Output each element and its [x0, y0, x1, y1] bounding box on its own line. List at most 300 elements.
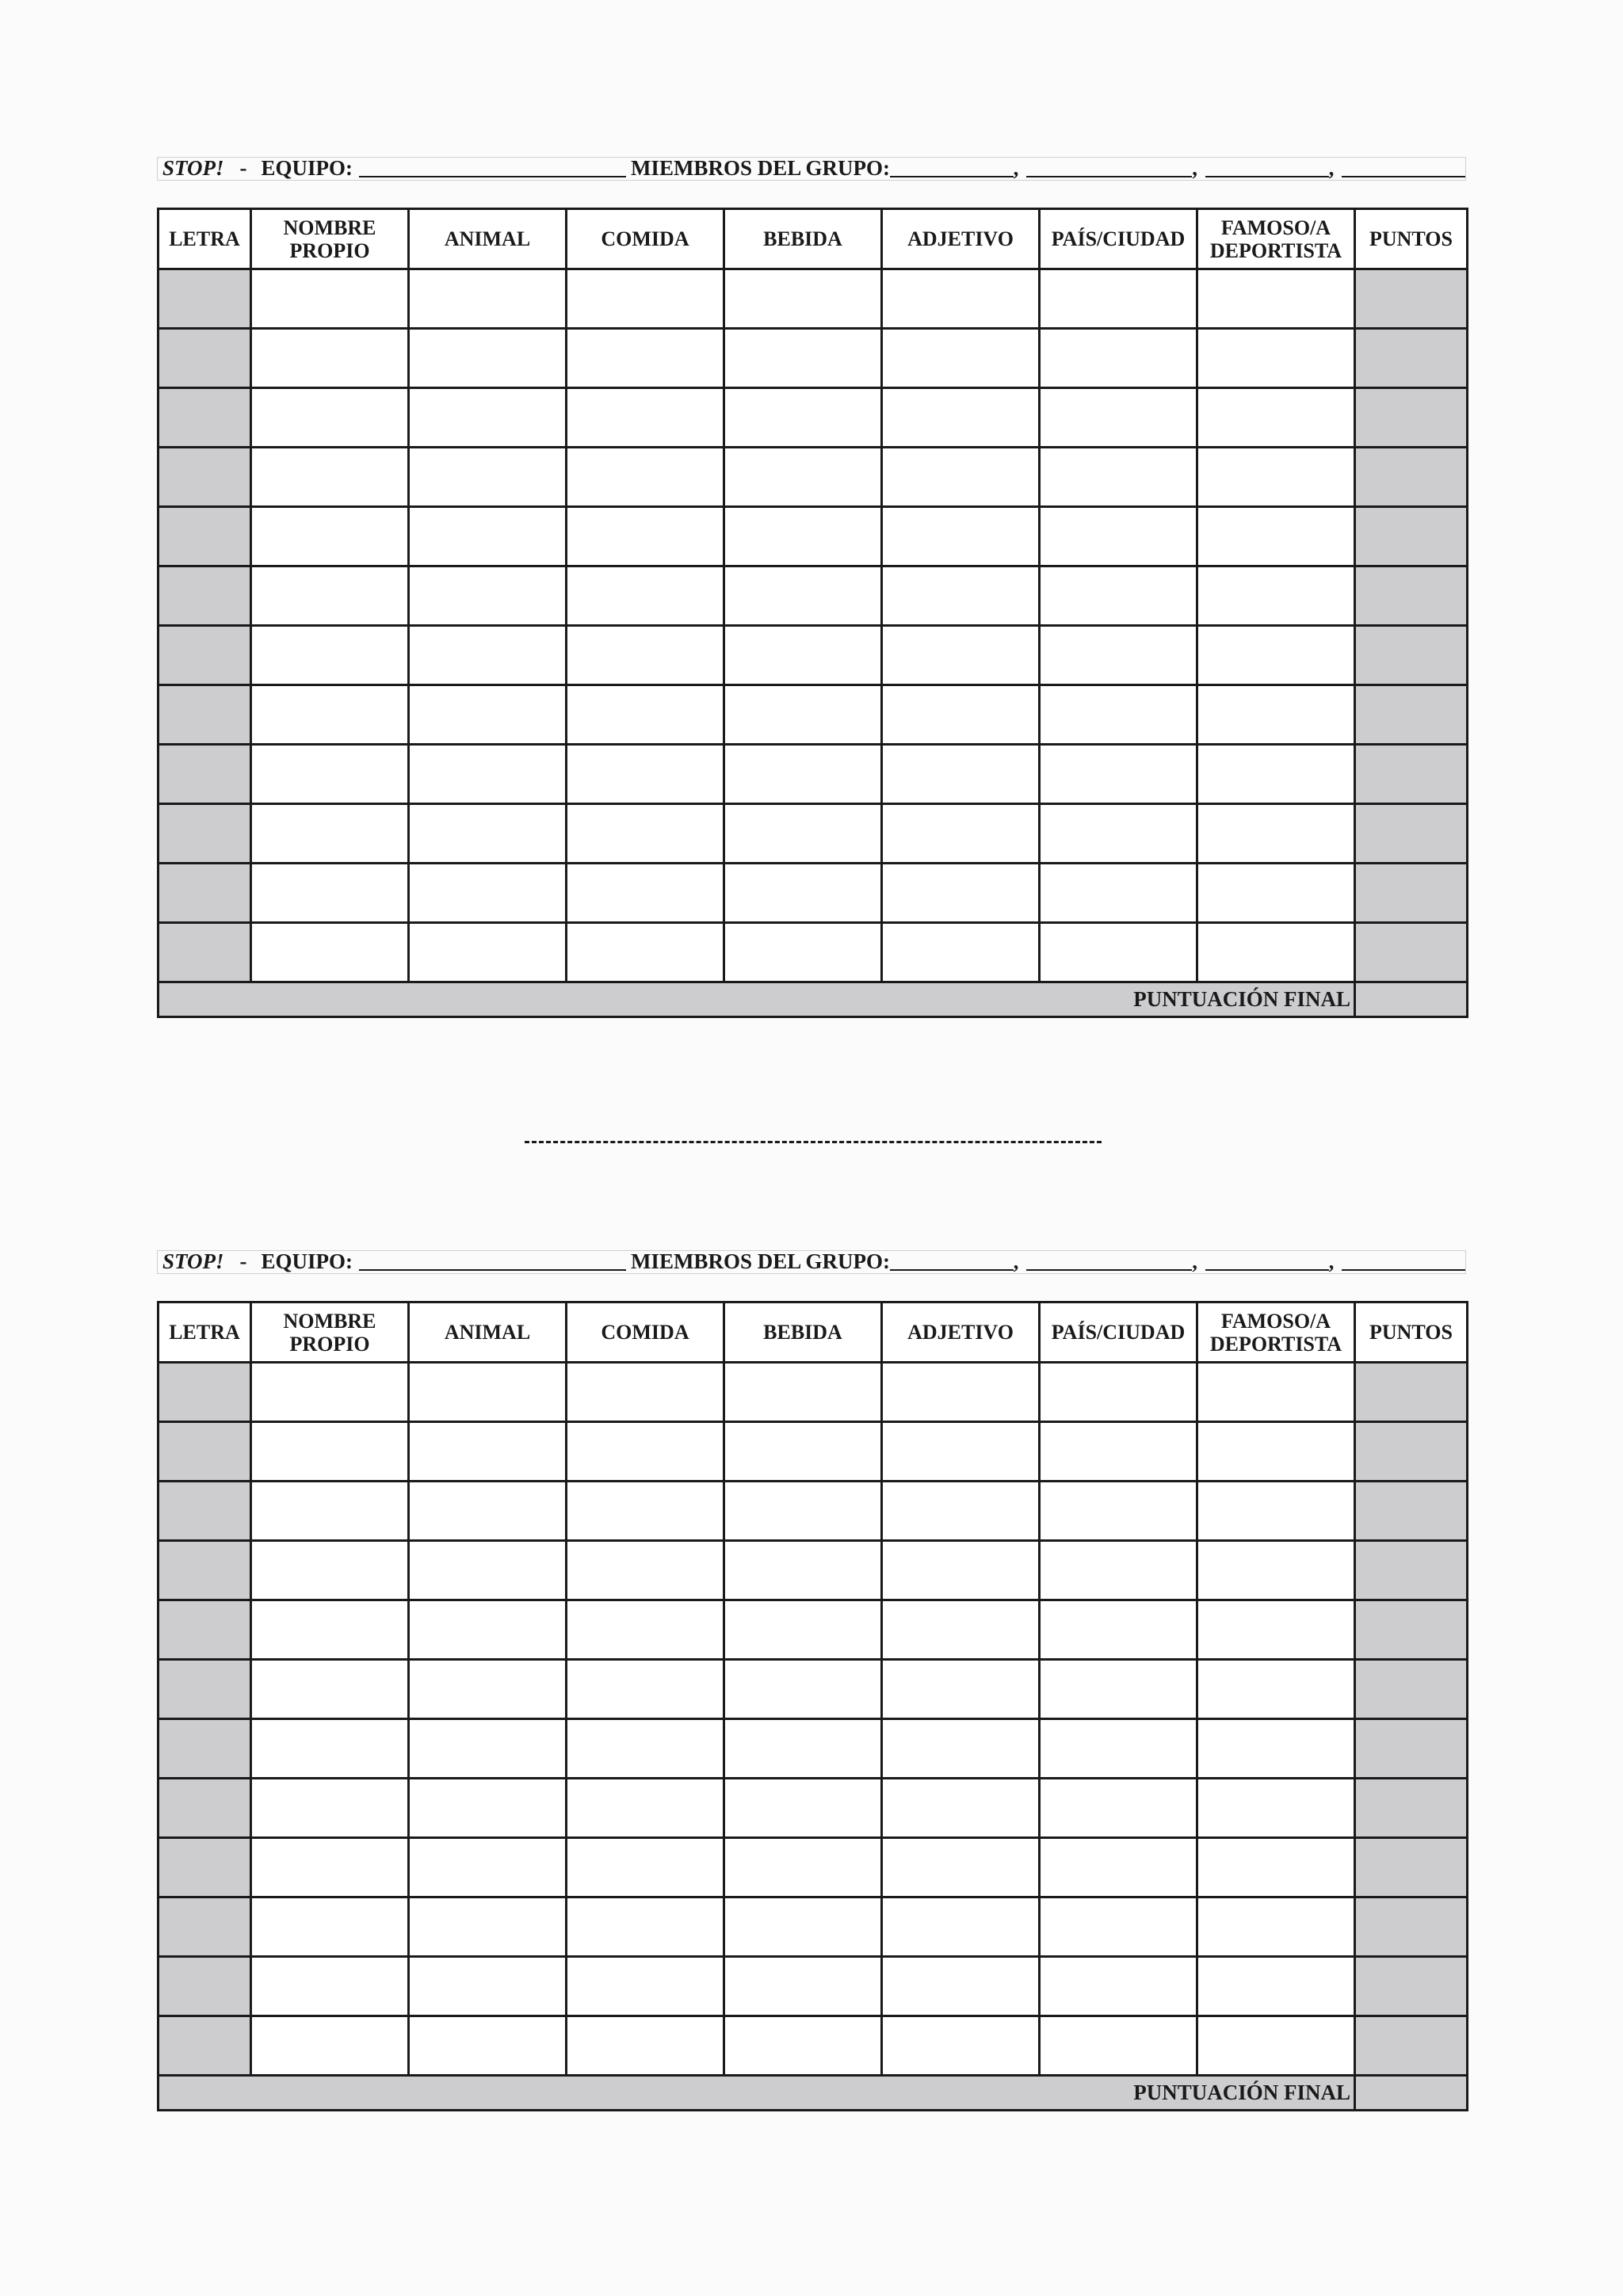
table-row: [158, 507, 1468, 566]
col-header-letra: LETRA: [158, 1302, 251, 1363]
bebida-cell[interactable]: [724, 329, 882, 388]
adjetivo-cell[interactable]: [882, 1719, 1040, 1779]
col-header-adjetivo: ADJETIVO: [882, 209, 1040, 269]
bebida-cell[interactable]: [724, 804, 882, 864]
nombre-propio-cell[interactable]: [251, 1957, 409, 2016]
pais-ciudad-cell[interactable]: [1040, 923, 1197, 982]
col-header-text: FAMOSO/A DEPORTISTA: [1209, 215, 1342, 262]
adjetivo-cell[interactable]: [882, 864, 1040, 923]
nombre-propio-cell[interactable]: [251, 1541, 409, 1600]
comida-cell[interactable]: [567, 2016, 724, 2076]
famoso-deportista-cell[interactable]: [1197, 745, 1355, 804]
nombre-propio-cell[interactable]: [251, 329, 409, 388]
puntos-cell[interactable]: [1355, 745, 1468, 804]
nombre-propio-cell[interactable]: [251, 804, 409, 864]
stop-table: [157, 208, 1468, 1018]
adjetivo-cell[interactable]: [882, 1957, 1040, 2016]
pais-ciudad-cell[interactable]: [1040, 1482, 1197, 1541]
comida-cell[interactable]: [567, 1422, 724, 1482]
puntos-cell[interactable]: [1355, 1897, 1468, 1957]
adjetivo-cell[interactable]: [882, 2016, 1040, 2076]
bebida-cell[interactable]: [724, 1719, 882, 1779]
letra-cell[interactable]: [158, 2016, 251, 2076]
bebida-cell[interactable]: [724, 685, 882, 745]
puntos-cell[interactable]: [1355, 2016, 1468, 2076]
puntos-cell[interactable]: [1355, 864, 1468, 923]
puntos-cell[interactable]: [1355, 685, 1468, 745]
col-header-bebida: BEBIDA: [724, 1302, 882, 1363]
separator: ,: [1328, 156, 1335, 180]
animal-cell[interactable]: [409, 1600, 567, 1660]
animal-cell[interactable]: [409, 1482, 567, 1541]
animal-cell[interactable]: [409, 1957, 567, 2016]
animal-cell[interactable]: [409, 388, 567, 448]
final-score-label: PUNTUACIÓN FINAL: [158, 2076, 1355, 2111]
nombre-propio-cell[interactable]: [251, 923, 409, 982]
pais-ciudad-cell[interactable]: [1040, 448, 1197, 507]
animal-cell[interactable]: [409, 1541, 567, 1600]
nombre-propio-cell[interactable]: [251, 1422, 409, 1482]
puntos-cell[interactable]: [1355, 804, 1468, 864]
letra-cell[interactable]: [158, 1719, 251, 1779]
bebida-cell[interactable]: [724, 1541, 882, 1600]
animal-cell[interactable]: [409, 864, 567, 923]
bebida-cell[interactable]: [724, 2016, 882, 2076]
separator: ,: [1192, 1249, 1197, 1273]
famoso-deportista-cell[interactable]: [1197, 388, 1355, 448]
nombre-propio-cell[interactable]: [251, 388, 409, 448]
member-3-field[interactable]: [1205, 157, 1329, 177]
col-header-nombre-propio: [251, 1302, 409, 1363]
col-header-letra: LETRA: [158, 209, 251, 269]
pais-ciudad-cell[interactable]: [1040, 1779, 1197, 1838]
col-header-pais-ciudad: PAÍS/CIUDAD: [1040, 209, 1197, 269]
bebida-cell[interactable]: [724, 1422, 882, 1482]
stop-sheet-1: [157, 157, 1466, 1018]
nombre-propio-cell[interactable]: [251, 269, 409, 329]
animal-cell[interactable]: [409, 1719, 567, 1779]
pais-ciudad-cell[interactable]: [1040, 388, 1197, 448]
letra-cell[interactable]: [158, 1660, 251, 1719]
bebida-cell[interactable]: [724, 1838, 882, 1897]
table-row: [158, 566, 1468, 626]
puntos-cell[interactable]: [1355, 1957, 1468, 2016]
famoso-deportista-cell[interactable]: [1197, 1600, 1355, 1660]
puntos-cell[interactable]: [1355, 448, 1468, 507]
adjetivo-cell[interactable]: [882, 626, 1040, 685]
member-2-field[interactable]: [1026, 1250, 1192, 1271]
puntos-cell[interactable]: [1355, 507, 1468, 566]
table-header-row: [158, 1302, 1468, 1363]
bebida-cell[interactable]: [724, 388, 882, 448]
puntos-cell[interactable]: [1355, 1600, 1468, 1660]
nombre-propio-cell[interactable]: [251, 448, 409, 507]
team-name-field[interactable]: [359, 157, 626, 177]
adjetivo-cell[interactable]: [882, 329, 1040, 388]
member-4-field[interactable]: [1342, 1250, 1465, 1271]
nombre-propio-cell[interactable]: [251, 507, 409, 566]
table-row: [158, 269, 1468, 329]
letra-cell[interactable]: [158, 1541, 251, 1600]
nombre-propio-cell[interactable]: [251, 626, 409, 685]
pais-ciudad-cell[interactable]: [1040, 566, 1197, 626]
puntos-cell[interactable]: [1355, 1482, 1468, 1541]
pais-ciudad-cell[interactable]: [1040, 626, 1197, 685]
final-score-label: PUNTUACIÓN FINAL: [158, 982, 1355, 1017]
table-row: [158, 804, 1468, 864]
col-header-animal: ANIMAL: [409, 1302, 567, 1363]
letra-cell[interactable]: [158, 1957, 251, 2016]
famoso-deportista-cell[interactable]: [1197, 329, 1355, 388]
letra-cell[interactable]: [158, 685, 251, 745]
famoso-deportista-cell[interactable]: [1197, 626, 1355, 685]
bebida-cell[interactable]: [724, 507, 882, 566]
famoso-deportista-cell[interactable]: [1197, 1482, 1355, 1541]
col-header-famoso-deportista: [1197, 209, 1355, 269]
members-label: MIEMBROS DEL GRUPO:: [630, 156, 890, 180]
nombre-propio-cell[interactable]: [251, 1779, 409, 1838]
member-4-field[interactable]: [1342, 157, 1465, 177]
bebida-cell[interactable]: [724, 448, 882, 507]
letra-cell[interactable]: [158, 507, 251, 566]
letra-cell[interactable]: [158, 269, 251, 329]
final-score-row: [158, 982, 1468, 1017]
adjetivo-cell[interactable]: [882, 1482, 1040, 1541]
comida-cell[interactable]: [567, 864, 724, 923]
col-header-text: NOMBRE PROPIO: [283, 215, 376, 262]
animal-cell[interactable]: [409, 566, 567, 626]
pais-ciudad-cell[interactable]: [1040, 507, 1197, 566]
nombre-propio-cell[interactable]: [251, 685, 409, 745]
col-header-adjetivo: ADJETIVO: [882, 1302, 1040, 1363]
famoso-deportista-cell[interactable]: [1197, 2016, 1355, 2076]
table-row: [158, 1719, 1468, 1779]
pais-ciudad-cell[interactable]: [1040, 1897, 1197, 1957]
pais-ciudad-cell[interactable]: [1040, 745, 1197, 804]
pais-ciudad-cell[interactable]: [1040, 1422, 1197, 1482]
pais-ciudad-cell[interactable]: [1040, 864, 1197, 923]
team-label: EQUIPO:: [261, 1249, 353, 1273]
col-header-famoso-deportista: [1197, 1302, 1355, 1363]
adjetivo-cell[interactable]: [882, 507, 1040, 566]
nombre-propio-cell[interactable]: [251, 1660, 409, 1719]
pais-ciudad-cell[interactable]: [1040, 269, 1197, 329]
sheet-header: [157, 157, 1466, 181]
famoso-deportista-cell[interactable]: [1197, 507, 1355, 566]
stop-table: [157, 1301, 1468, 2111]
pais-ciudad-cell[interactable]: [1040, 1660, 1197, 1719]
puntos-cell[interactable]: [1355, 1422, 1468, 1482]
animal-cell[interactable]: [409, 269, 567, 329]
animal-cell[interactable]: [409, 1838, 567, 1897]
separator: ,: [1013, 1249, 1019, 1273]
table-row: [158, 1422, 1468, 1482]
team-name-field[interactable]: [359, 1250, 626, 1271]
pais-ciudad-cell[interactable]: [1040, 1363, 1197, 1422]
puntos-cell[interactable]: [1355, 269, 1468, 329]
table-row: [158, 1897, 1468, 1957]
col-header-pais-ciudad: PAÍS/CIUDAD: [1040, 1302, 1197, 1363]
animal-cell[interactable]: [409, 1779, 567, 1838]
comida-cell[interactable]: [567, 507, 724, 566]
animal-cell[interactable]: [409, 1897, 567, 1957]
table-row: [158, 1600, 1468, 1660]
letra-cell[interactable]: [158, 448, 251, 507]
famoso-deportista-cell[interactable]: [1197, 1422, 1355, 1482]
adjetivo-cell[interactable]: [882, 1422, 1040, 1482]
table-row: [158, 388, 1468, 448]
comida-cell[interactable]: [567, 685, 724, 745]
comida-cell[interactable]: [567, 448, 724, 507]
nombre-propio-cell[interactable]: [251, 1363, 409, 1422]
comida-cell[interactable]: [567, 1600, 724, 1660]
letra-cell[interactable]: [158, 626, 251, 685]
nombre-propio-cell[interactable]: [251, 2016, 409, 2076]
bebida-cell[interactable]: [724, 626, 882, 685]
famoso-deportista-cell[interactable]: [1197, 1660, 1355, 1719]
adjetivo-cell[interactable]: [882, 388, 1040, 448]
puntos-cell[interactable]: [1355, 388, 1468, 448]
puntos-cell[interactable]: [1355, 1779, 1468, 1838]
comida-cell[interactable]: [567, 1541, 724, 1600]
adjetivo-cell[interactable]: [882, 269, 1040, 329]
stop-title: STOP!: [162, 1249, 224, 1273]
table-row: [158, 1541, 1468, 1600]
table-row: [158, 448, 1468, 507]
bebida-cell[interactable]: [724, 923, 882, 982]
bebida-cell[interactable]: [724, 1660, 882, 1719]
final-score-cell[interactable]: [1355, 2076, 1468, 2111]
comida-cell[interactable]: [567, 626, 724, 685]
table-row: [158, 923, 1468, 982]
letra-cell[interactable]: [158, 864, 251, 923]
puntos-cell[interactable]: [1355, 1838, 1468, 1897]
col-header-comida: COMIDA: [567, 209, 724, 269]
animal-cell[interactable]: [409, 507, 567, 566]
title-dash: -: [239, 1249, 247, 1273]
bebida-cell[interactable]: [724, 1957, 882, 2016]
separator: ,: [1013, 156, 1019, 180]
adjetivo-cell[interactable]: [882, 1363, 1040, 1422]
member-1-field[interactable]: [890, 157, 1014, 177]
table-row: [158, 2016, 1468, 2076]
adjetivo-cell[interactable]: [882, 804, 1040, 864]
table-row: [158, 1482, 1468, 1541]
bebida-cell[interactable]: [724, 1779, 882, 1838]
bebida-cell[interactable]: [724, 1897, 882, 1957]
comida-cell[interactable]: [567, 1482, 724, 1541]
letra-cell[interactable]: [158, 1779, 251, 1838]
comida-cell[interactable]: [567, 329, 724, 388]
puntos-cell[interactable]: [1355, 626, 1468, 685]
table-row: [158, 685, 1468, 745]
team-label: EQUIPO:: [261, 156, 353, 180]
col-header-text: FAMOSO/A DEPORTISTA: [1209, 1309, 1342, 1356]
pais-ciudad-cell[interactable]: [1040, 685, 1197, 745]
letra-cell[interactable]: [158, 1422, 251, 1482]
animal-cell[interactable]: [409, 329, 567, 388]
comida-cell[interactable]: [567, 1660, 724, 1719]
stop-sheet-2: [157, 1250, 1466, 2111]
letra-cell[interactable]: [158, 923, 251, 982]
pais-ciudad-cell[interactable]: [1040, 1719, 1197, 1779]
letra-cell[interactable]: [158, 388, 251, 448]
nombre-propio-cell[interactable]: [251, 1838, 409, 1897]
pais-ciudad-cell[interactable]: [1040, 2016, 1197, 2076]
comida-cell[interactable]: [567, 1897, 724, 1957]
table-row: [158, 1363, 1468, 1422]
table-row: [158, 1779, 1468, 1838]
animal-cell[interactable]: [409, 804, 567, 864]
puntos-cell[interactable]: [1355, 1541, 1468, 1600]
col-header-puntos: PUNTOS: [1355, 1302, 1468, 1363]
puntos-cell[interactable]: [1355, 1660, 1468, 1719]
adjetivo-cell[interactable]: [882, 1897, 1040, 1957]
puntos-cell[interactable]: [1355, 1363, 1468, 1422]
famoso-deportista-cell[interactable]: [1197, 1957, 1355, 2016]
animal-cell[interactable]: [409, 745, 567, 804]
bebida-cell[interactable]: [724, 1363, 882, 1422]
col-header-bebida: BEBIDA: [724, 209, 882, 269]
famoso-deportista-cell[interactable]: [1197, 448, 1355, 507]
adjetivo-cell[interactable]: [882, 566, 1040, 626]
letra-cell[interactable]: [158, 745, 251, 804]
table-row: [158, 1957, 1468, 2016]
member-2-field[interactable]: [1026, 157, 1192, 177]
nombre-propio-cell[interactable]: [251, 1482, 409, 1541]
col-header-comida: COMIDA: [567, 1302, 724, 1363]
comida-cell[interactable]: [567, 388, 724, 448]
famoso-deportista-cell[interactable]: [1197, 566, 1355, 626]
puntos-cell[interactable]: [1355, 1719, 1468, 1779]
comida-cell[interactable]: [567, 1719, 724, 1779]
adjetivo-cell[interactable]: [882, 1838, 1040, 1897]
table-header-row: [158, 209, 1468, 269]
pais-ciudad-cell[interactable]: [1040, 1957, 1197, 2016]
letra-cell[interactable]: [158, 1482, 251, 1541]
animal-cell[interactable]: [409, 1660, 567, 1719]
adjetivo-cell[interactable]: [882, 685, 1040, 745]
bebida-cell[interactable]: [724, 1482, 882, 1541]
col-header-text: NOMBRE PROPIO: [283, 1309, 376, 1356]
animal-cell[interactable]: [409, 685, 567, 745]
famoso-deportista-cell[interactable]: [1197, 1838, 1355, 1897]
final-score-row: [158, 2076, 1468, 2111]
sheet-header: [157, 1250, 1466, 1274]
nombre-propio-cell[interactable]: [251, 1600, 409, 1660]
comida-cell[interactable]: [567, 1957, 724, 2016]
table-row: [158, 745, 1468, 804]
animal-cell[interactable]: [409, 1422, 567, 1482]
letra-cell[interactable]: [158, 1897, 251, 1957]
adjetivo-cell[interactable]: [882, 448, 1040, 507]
letra-cell[interactable]: [158, 1838, 251, 1897]
famoso-deportista-cell[interactable]: [1197, 1541, 1355, 1600]
famoso-deportista-cell[interactable]: [1197, 685, 1355, 745]
comida-cell[interactable]: [567, 566, 724, 626]
members-label: MIEMBROS DEL GRUPO:: [630, 1249, 890, 1273]
animal-cell[interactable]: [409, 923, 567, 982]
separator: ,: [1328, 1249, 1335, 1273]
comida-cell[interactable]: [567, 804, 724, 864]
adjetivo-cell[interactable]: [882, 923, 1040, 982]
famoso-deportista-cell[interactable]: [1197, 1779, 1355, 1838]
famoso-deportista-cell[interactable]: [1197, 1897, 1355, 1957]
comida-cell[interactable]: [567, 1838, 724, 1897]
puntos-cell[interactable]: [1355, 566, 1468, 626]
animal-cell[interactable]: [409, 626, 567, 685]
famoso-deportista-cell[interactable]: [1197, 1363, 1355, 1422]
famoso-deportista-cell[interactable]: [1197, 269, 1355, 329]
adjetivo-cell[interactable]: [882, 1541, 1040, 1600]
adjetivo-cell[interactable]: [882, 1660, 1040, 1719]
famoso-deportista-cell[interactable]: [1197, 804, 1355, 864]
pais-ciudad-cell[interactable]: [1040, 329, 1197, 388]
table-row: [158, 626, 1468, 685]
nombre-propio-cell[interactable]: [251, 745, 409, 804]
animal-cell[interactable]: [409, 1363, 567, 1422]
letra-cell[interactable]: [158, 804, 251, 864]
famoso-deportista-cell[interactable]: [1197, 1719, 1355, 1779]
pais-ciudad-cell[interactable]: [1040, 1838, 1197, 1897]
cut-line: [525, 1141, 1102, 1143]
col-header-puntos: PUNTOS: [1355, 209, 1468, 269]
bebida-cell[interactable]: [724, 566, 882, 626]
nombre-propio-cell[interactable]: [251, 1719, 409, 1779]
table-row: [158, 329, 1468, 388]
famoso-deportista-cell[interactable]: [1197, 864, 1355, 923]
letra-cell[interactable]: [158, 329, 251, 388]
pais-ciudad-cell[interactable]: [1040, 1600, 1197, 1660]
separator: ,: [1192, 156, 1197, 180]
table-row: [158, 1660, 1468, 1719]
puntos-cell[interactable]: [1355, 329, 1468, 388]
adjetivo-cell[interactable]: [882, 1600, 1040, 1660]
bebida-cell[interactable]: [724, 269, 882, 329]
table-row: [158, 864, 1468, 923]
bebida-cell[interactable]: [724, 745, 882, 804]
animal-cell[interactable]: [409, 2016, 567, 2076]
comida-cell[interactable]: [567, 745, 724, 804]
final-score-cell[interactable]: [1355, 982, 1468, 1017]
member-1-field[interactable]: [890, 1250, 1014, 1271]
bebida-cell[interactable]: [724, 1600, 882, 1660]
letra-cell[interactable]: [158, 566, 251, 626]
nombre-propio-cell[interactable]: [251, 1897, 409, 1957]
letra-cell[interactable]: [158, 1600, 251, 1660]
famoso-deportista-cell[interactable]: [1197, 923, 1355, 982]
bebida-cell[interactable]: [724, 864, 882, 923]
adjetivo-cell[interactable]: [882, 745, 1040, 804]
pais-ciudad-cell[interactable]: [1040, 1541, 1197, 1600]
letra-cell[interactable]: [158, 1363, 251, 1422]
col-header-animal: ANIMAL: [409, 209, 567, 269]
col-header-nombre-propio: [251, 209, 409, 269]
puntos-cell[interactable]: [1355, 923, 1468, 982]
nombre-propio-cell[interactable]: [251, 864, 409, 923]
pais-ciudad-cell[interactable]: [1040, 804, 1197, 864]
comida-cell[interactable]: [567, 923, 724, 982]
animal-cell[interactable]: [409, 448, 567, 507]
nombre-propio-cell[interactable]: [251, 566, 409, 626]
adjetivo-cell[interactable]: [882, 1779, 1040, 1838]
member-3-field[interactable]: [1205, 1250, 1329, 1271]
comida-cell[interactable]: [567, 269, 724, 329]
table-row: [158, 1838, 1468, 1897]
title-dash: -: [239, 156, 247, 180]
comida-cell[interactable]: [567, 1363, 724, 1422]
comida-cell[interactable]: [567, 1779, 724, 1838]
